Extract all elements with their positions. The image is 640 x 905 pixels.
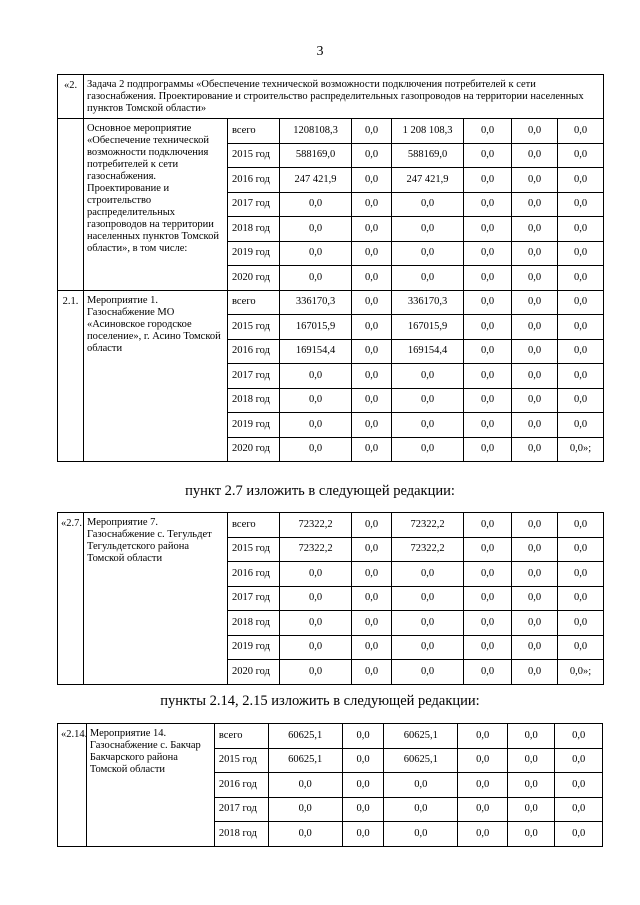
amount-cell: 0,0 (342, 822, 383, 847)
amount-cell: 0,0 (280, 586, 352, 611)
amount-cell: 0,0 (464, 586, 512, 611)
amount-cell: 0,0 (458, 822, 508, 847)
amount-cell: 0,0 (384, 797, 458, 822)
amount-cell: 0,0 (558, 217, 604, 242)
amount-cell: 0,0 (558, 513, 604, 538)
period-cell: 2016 год (228, 562, 280, 587)
amount-cell: 0,0 (464, 537, 512, 562)
amount-cell: 0,0 (352, 217, 392, 242)
amount-cell: 0,0 (352, 192, 392, 217)
amount-cell: 336170,3 (392, 290, 464, 315)
period-cell: 2020 год (228, 660, 280, 685)
period-cell: 2020 год (228, 437, 280, 462)
amount-cell: 0,0 (280, 192, 352, 217)
amount-cell: 0,0 (268, 797, 342, 822)
task-index: «2. (58, 75, 84, 119)
budget-table-2-14 (57, 723, 603, 847)
measure-description: Мероприятие 7. Газоснабжение с. Тегульдет Тегульдетского района Томской области (84, 513, 228, 685)
amount-cell: 0,0 (342, 797, 383, 822)
period-cell: 2017 год (214, 797, 268, 822)
period-cell: 2015 год (228, 315, 280, 340)
amount-cell: 0,0 (464, 241, 512, 266)
amount-cell: 0,0 (464, 611, 512, 636)
amount-cell: 0,0 (558, 537, 604, 562)
amount-cell: 0,0 (464, 513, 512, 538)
amount-cell: 0,0 (512, 192, 558, 217)
period-cell: 2015 год (214, 748, 268, 773)
amount-cell: 0,0 (512, 388, 558, 413)
budget-table-task-2 (57, 74, 604, 462)
amount-cell: 0,0 (464, 364, 512, 389)
page-number: 3 (316, 44, 324, 59)
amount-cell: 0,0 (280, 241, 352, 266)
period-cell: всего (228, 513, 280, 538)
amount-cell: 0,0 (512, 290, 558, 315)
amount-cell: 0,0 (280, 562, 352, 587)
amount-cell: 247 421,9 (280, 168, 352, 193)
amount-cell: 0,0 (555, 797, 603, 822)
table-row (58, 724, 603, 749)
amount-cell: 60625,1 (384, 724, 458, 749)
amount-cell: 588169,0 (280, 143, 352, 168)
amount-cell: 0,0 (464, 339, 512, 364)
amount-cell: 0,0 (352, 537, 392, 562)
amount-cell: 0,0 (464, 562, 512, 587)
amount-cell: 0,0 (558, 143, 604, 168)
amount-cell: 0,0 (268, 822, 342, 847)
period-cell: 2016 год (228, 339, 280, 364)
period-cell: 2019 год (228, 635, 280, 660)
amount-cell: 0,0 (507, 773, 554, 798)
amount-cell: 0,0 (555, 822, 603, 847)
amount-cell: 0,0 (280, 660, 352, 685)
amount-cell: 0,0 (280, 217, 352, 242)
amount-cell: 0,0 (512, 660, 558, 685)
period-cell: всего (214, 724, 268, 749)
amount-cell: 0,0 (280, 437, 352, 462)
amount-cell: 0,0 (558, 339, 604, 364)
amount-cell: 0,0 (558, 119, 604, 144)
amount-cell: 0,0 (558, 290, 604, 315)
amount-cell: 0,0 (464, 413, 512, 438)
amount-cell: 0,0 (512, 537, 558, 562)
period-cell: 2018 год (228, 611, 280, 636)
amount-cell: 0,0 (512, 513, 558, 538)
amount-cell: 0,0 (464, 437, 512, 462)
amount-cell: 0,0 (392, 192, 464, 217)
measure-description: Основное мероприятие «Обеспечение технической возможности подключения потребителей к сети газоснабжения. Проектирование и строительство распределительных газопроводов на территории населенных пунктов Томской области», в том числе: (84, 119, 228, 291)
amount-cell: 0,0 (558, 266, 604, 291)
amount-cell: 0,0 (392, 241, 464, 266)
amount-cell: 0,0 (464, 290, 512, 315)
amount-cell: 0,0 (392, 388, 464, 413)
amount-cell: 1 208 108,3 (392, 119, 464, 144)
amount-cell: 0,0 (280, 635, 352, 660)
row-index: «2.7. (58, 513, 84, 685)
amount-cell: 0,0 (464, 217, 512, 242)
budget-table-2-7 (57, 512, 604, 685)
amount-cell: 0,0 (352, 388, 392, 413)
amount-cell: 0,0 (512, 168, 558, 193)
amount-cell: 0,0 (464, 143, 512, 168)
period-cell: 2018 год (214, 822, 268, 847)
table-row (58, 290, 604, 315)
amount-cell: 0,0 (352, 241, 392, 266)
amount-cell: 0,0 (352, 660, 392, 685)
amount-cell: 0,0 (352, 290, 392, 315)
amount-cell: 0,0 (352, 168, 392, 193)
period-cell: 2017 год (228, 586, 280, 611)
amount-cell: 0,0 (558, 635, 604, 660)
amount-cell: 0,0 (555, 748, 603, 773)
amount-cell: 0,0 (352, 562, 392, 587)
amount-cell: 0,0 (558, 562, 604, 587)
amount-cell: 0,0 (352, 339, 392, 364)
amount-cell: 0,0 (268, 773, 342, 798)
amount-cell: 0,0 (280, 611, 352, 636)
amount-cell: 0,0 (352, 635, 392, 660)
amount-cell: 72322,2 (392, 537, 464, 562)
period-cell: всего (228, 290, 280, 315)
amount-cell: 0,0 (558, 364, 604, 389)
amount-cell: 0,0 (392, 266, 464, 291)
amount-cell: 0,0 (558, 611, 604, 636)
amount-cell: 0,0 (464, 266, 512, 291)
amount-cell: 169154,4 (280, 339, 352, 364)
amount-cell: 336170,3 (280, 290, 352, 315)
amount-cell: 0,0 (392, 635, 464, 660)
row-index: 2.1. (58, 290, 84, 462)
period-cell: всего (228, 119, 280, 144)
amount-cell: 0,0 (392, 364, 464, 389)
amount-cell: 0,0 (512, 611, 558, 636)
amount-cell: 0,0 (458, 797, 508, 822)
amount-cell: 0,0 (507, 797, 554, 822)
instruction-points-2-14-2-15: пункты 2.14, 2.15 изложить в следующей редакции: (160, 693, 480, 709)
amount-cell: 0,0 (507, 724, 554, 749)
amount-cell: 0,0 (464, 635, 512, 660)
amount-cell: 0,0 (464, 192, 512, 217)
period-cell: 2017 год (228, 192, 280, 217)
amount-cell: 0,0 (512, 413, 558, 438)
amount-cell: 60625,1 (268, 748, 342, 773)
amount-cell: 0,0 (458, 773, 508, 798)
period-cell: 2019 год (228, 241, 280, 266)
amount-cell: 0,0 (392, 217, 464, 242)
amount-cell: 0,0 (512, 586, 558, 611)
amount-cell: 0,0 (392, 586, 464, 611)
task-title: Задача 2 подпрограммы «Обеспечение технической возможности подключения потребителей к сети газоснабжения. Проектирование и строительство распределительных газопроводов на территории населенных пунктов Томской области» (84, 75, 604, 119)
amount-cell: 0,0 (512, 119, 558, 144)
amount-cell: 0,0 (558, 241, 604, 266)
amount-cell: 0,0 (458, 724, 508, 749)
period-cell: 2015 год (228, 143, 280, 168)
amount-cell: 0,0 (464, 315, 512, 340)
amount-cell: 0,0 (507, 822, 554, 847)
amount-cell: 0,0 (464, 168, 512, 193)
amount-cell: 0,0 (512, 266, 558, 291)
measure-description: Мероприятие 14. Газоснабжение с. Бакчар Бакчарского района Томской области (86, 724, 214, 847)
amount-cell: 72322,2 (392, 513, 464, 538)
amount-cell: 0,0 (558, 192, 604, 217)
amount-cell: 0,0 (464, 119, 512, 144)
amount-cell: 0,0 (512, 562, 558, 587)
amount-cell: 167015,9 (280, 315, 352, 340)
amount-cell: 0,0 (342, 773, 383, 798)
period-cell: 2018 год (228, 388, 280, 413)
amount-cell: 0,0 (512, 635, 558, 660)
amount-cell: 60625,1 (384, 748, 458, 773)
amount-cell: 247 421,9 (392, 168, 464, 193)
amount-cell: 0,0 (558, 388, 604, 413)
amount-cell: 0,0 (280, 266, 352, 291)
amount-cell: 0,0»; (558, 437, 604, 462)
amount-cell: 0,0 (512, 315, 558, 340)
amount-cell: 0,0 (555, 724, 603, 749)
amount-cell: 0,0 (384, 773, 458, 798)
measure-description: Мероприятие 1. Газоснабжение МО «Асиновское городское поселение», г. Асино Томской области (84, 290, 228, 462)
amount-cell: 72322,2 (280, 513, 352, 538)
row-index (58, 119, 84, 291)
amount-cell: 1208108,3 (280, 119, 352, 144)
amount-cell: 0,0 (352, 315, 392, 340)
amount-cell: 0,0 (384, 822, 458, 847)
amount-cell: 0,0 (512, 241, 558, 266)
amount-cell: 0,0 (512, 437, 558, 462)
amount-cell: 0,0 (352, 364, 392, 389)
row-index: «2.14. (58, 724, 87, 847)
period-cell: 2020 год (228, 266, 280, 291)
amount-cell: 169154,4 (392, 339, 464, 364)
amount-cell: 0,0 (558, 586, 604, 611)
amount-cell: 0,0 (342, 748, 383, 773)
amount-cell: 0,0 (512, 339, 558, 364)
amount-cell: 0,0 (352, 586, 392, 611)
table-row (58, 513, 604, 538)
amount-cell: 0,0 (280, 364, 352, 389)
amount-cell: 0,0 (342, 724, 383, 749)
amount-cell: 0,0 (558, 168, 604, 193)
amount-cell: 0,0 (352, 143, 392, 168)
amount-cell: 60625,1 (268, 724, 342, 749)
amount-cell: 0,0 (352, 119, 392, 144)
instruction-point-2-7: пункт 2.7 изложить в следующей редакции: (185, 483, 455, 499)
amount-cell: 0,0 (458, 748, 508, 773)
amount-cell: 0,0 (280, 413, 352, 438)
amount-cell: 0,0 (512, 143, 558, 168)
period-cell: 2017 год (228, 364, 280, 389)
task-row (58, 75, 604, 119)
period-cell: 2015 год (228, 537, 280, 562)
period-cell: 2019 год (228, 413, 280, 438)
amount-cell: 0,0 (558, 413, 604, 438)
amount-cell: 0,0 (507, 748, 554, 773)
amount-cell: 0,0 (352, 266, 392, 291)
amount-cell: 0,0 (464, 388, 512, 413)
period-cell: 2016 год (214, 773, 268, 798)
amount-cell: 0,0 (352, 437, 392, 462)
amount-cell: 0,0 (512, 364, 558, 389)
amount-cell: 0,0 (392, 611, 464, 636)
period-cell: 2016 год (228, 168, 280, 193)
amount-cell: 167015,9 (392, 315, 464, 340)
amount-cell: 0,0 (555, 773, 603, 798)
amount-cell: 0,0 (352, 413, 392, 438)
amount-cell: 0,0 (352, 611, 392, 636)
amount-cell: 0,0 (392, 562, 464, 587)
amount-cell: 0,0 (280, 388, 352, 413)
amount-cell: 0,0 (512, 217, 558, 242)
amount-cell: 0,0»; (558, 660, 604, 685)
period-cell: 2018 год (228, 217, 280, 242)
table-row (58, 119, 604, 144)
amount-cell: 0,0 (352, 513, 392, 538)
amount-cell: 0,0 (464, 660, 512, 685)
amount-cell: 0,0 (392, 413, 464, 438)
amount-cell: 0,0 (392, 437, 464, 462)
amount-cell: 72322,2 (280, 537, 352, 562)
amount-cell: 588169,0 (392, 143, 464, 168)
amount-cell: 0,0 (558, 315, 604, 340)
amount-cell: 0,0 (392, 660, 464, 685)
